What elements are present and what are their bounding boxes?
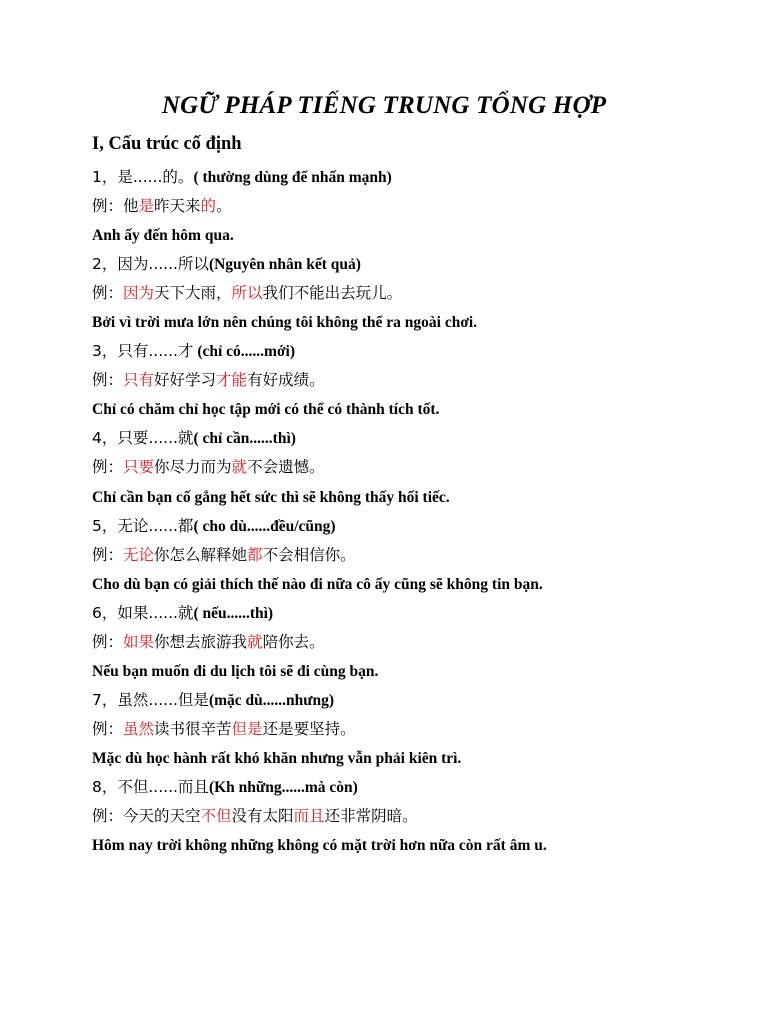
example-sentence	[92, 715, 742, 744]
text-segment: 例：	[92, 284, 124, 303]
text-segment: 6，如果......就	[92, 603, 194, 622]
document-title: NGỮ PHÁP TIẾNG TRUNG TỔNG HỢP	[161, 92, 607, 119]
highlighted-word: 就	[231, 458, 248, 477]
text-segment: 你怎么解释她	[154, 545, 248, 564]
text-segment: (Kh những......mà còn)	[208, 778, 358, 796]
text-segment: 例：	[92, 632, 124, 651]
structure-heading	[92, 773, 742, 802]
structure-heading	[92, 163, 742, 192]
translation: Mặc dù học hành rất khó khăn nhưng vẫn phải kiên trì.	[92, 749, 462, 767]
text-segment: 例：他	[92, 197, 139, 216]
translation: Nếu bạn muốn đi du lịch tôi sẽ đi cùng bạn.	[92, 662, 379, 680]
text-segment: 3，只有......才	[92, 342, 194, 361]
highlighted-word: 因为	[123, 284, 155, 303]
text-segment: 1，是......的。	[92, 168, 194, 186]
example-sentence	[92, 453, 742, 482]
text-segment: 还非常阴暗。	[324, 807, 418, 826]
text-segment: 没有太阳	[231, 807, 294, 826]
text-segment: ( nếu......thì)	[193, 604, 274, 622]
example-sentence	[92, 802, 742, 831]
translation: Chỉ có chăm chỉ học tập mới có thể có thành tích tốt.	[92, 401, 440, 419]
text-segment: ( cho dù......đều/cũng)	[193, 517, 336, 535]
text-segment: (Nguyên nhân kết quả)	[208, 256, 361, 274]
translation: Cho dù bạn có giải thích thế nào đi nữa cô ấy cũng sẽ không tin bạn.	[92, 575, 543, 593]
example-sentence	[92, 628, 742, 657]
highlighted-word: 才能	[216, 371, 248, 390]
text-segment: 你尽力而为	[154, 458, 232, 477]
translation: Chỉ cần bạn cố gắng hết sức thì sẽ không thấy hối tiếc.	[92, 488, 450, 506]
highlighted-word: 所以	[231, 284, 263, 303]
highlighted-word: 只要	[123, 458, 155, 477]
text-segment: (chỉ có......mới)	[193, 343, 295, 361]
text-segment: 你想去旅游我	[154, 632, 248, 651]
highlighted-word: 但是	[231, 719, 263, 738]
text-segment: 不会相信你。	[262, 545, 356, 564]
text-segment: 好好学习	[154, 371, 217, 390]
text-segment: ( thường dùng để nhấn mạnh)	[193, 169, 392, 186]
structure-heading	[92, 250, 742, 279]
text-segment: 昨天来	[154, 197, 201, 216]
text-segment: 天下大雨，	[154, 284, 232, 303]
section-heading: I, Cấu trúc cố định	[92, 134, 242, 154]
example-sentence	[92, 541, 742, 570]
structure-heading	[92, 512, 742, 541]
text-segment: ( chỉ cần......thì)	[193, 430, 296, 448]
highlighted-word: 而且	[293, 807, 325, 826]
highlighted-word: 如果	[123, 632, 155, 651]
highlighted-word: 不但	[200, 807, 232, 826]
structure-heading	[92, 337, 742, 366]
text-segment: 例：	[92, 371, 124, 390]
structure-heading	[92, 599, 742, 628]
text-segment: 例：	[92, 545, 124, 564]
text-segment: 例：今天的天空	[92, 807, 201, 826]
translation: Bởi vì trời mưa lớn nên chúng tôi không thể ra ngoài chơi.	[92, 314, 478, 332]
highlighted-word: 无论	[123, 545, 155, 564]
example-sentence	[92, 366, 742, 395]
text-segment: 例：	[92, 719, 124, 738]
translation: Hôm nay trời không những không có mặt trời hơn nữa còn rất âm u.	[92, 837, 547, 855]
text-segment: 例：	[92, 458, 124, 477]
text-segment: 不会遗憾。	[247, 458, 325, 477]
text-segment: (mặc dù......nhưng)	[208, 691, 335, 709]
text-segment: 7，虽然......但是	[92, 690, 209, 709]
translation: Anh ấy đến hôm qua.	[92, 227, 234, 245]
text-segment: 还是要坚持。	[262, 719, 356, 738]
highlighted-word: 都	[247, 545, 263, 564]
highlighted-word: 是	[138, 197, 155, 216]
highlighted-word: 虽然	[123, 719, 155, 738]
text-segment: 陪你去。	[262, 632, 325, 651]
structure-heading	[92, 686, 742, 715]
grammar-list	[92, 163, 742, 860]
highlighted-word: 只有	[123, 371, 155, 390]
text-segment: 有好成绩。	[247, 371, 325, 390]
text-segment: 。	[216, 197, 232, 216]
example-sentence	[92, 279, 742, 308]
highlighted-word: 就	[247, 632, 263, 651]
text-segment: 2，因为......所以	[92, 255, 209, 274]
highlighted-word: 的	[200, 197, 217, 216]
text-segment: 8，不但......而且	[92, 777, 209, 796]
text-segment: 4，只要......就	[92, 429, 194, 448]
text-segment: 5，无论......都	[92, 516, 194, 535]
structure-heading	[92, 424, 742, 453]
example-sentence	[92, 192, 742, 221]
text-segment: 读书很辛苦	[154, 719, 232, 738]
text-segment: 我们不能出去玩儿。	[262, 284, 403, 303]
